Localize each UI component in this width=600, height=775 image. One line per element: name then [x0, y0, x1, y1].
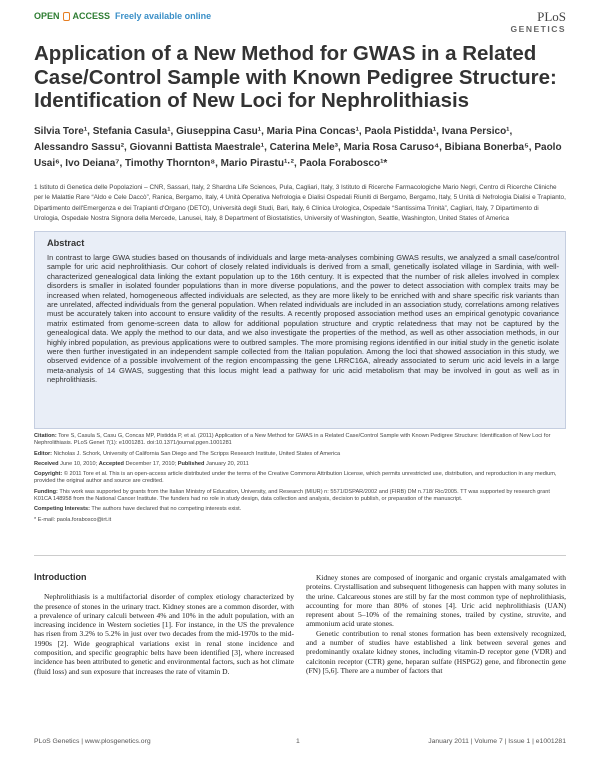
- published-label: Published: [177, 460, 205, 467]
- free-availability-text: Freely available online: [115, 11, 212, 21]
- journal-logo[interactable]: [511, 8, 566, 34]
- intro-paragraph-2: Kidney stones are composed of inorganic and organic crystals amalgamated with proteins. Crystallisation and subsequent lithogenesis can happen with many solutes in the urine. Calcareous stones are still by far the most common type of nephrolithiasis, accounting for more than 80% of stones [4]. Uric acid nephrolithiasis (UAN) represent about 5–10% of the remaining stones, trailed by cystine, struvite, and ammonium acid urate stones.: [306, 573, 566, 629]
- copyright-block: [34, 471, 566, 486]
- abstract-box: [34, 231, 566, 429]
- right-column: [306, 573, 566, 675]
- citation-text: Tore S, Casula S, Casu G, Concas MP, Pistidda P, et al. (2011) Application of a New Method for GWAS in a Related Case/Control Sample with Known Pedigree Structure: Identification of New Loci for Nephrolithiasis. PLoS Genet 7(1): e1001281. doi:10.1371/journal.pgen.1001281: [34, 433, 551, 447]
- top-bar: [34, 8, 566, 34]
- intro-paragraph-1: Nephrolithiasis is a multifactorial disorder of complex etiology characterized by the presence of stones in the urinary tract. Kidney stones are a common disorder, with a prevalence of urinary calculi between 4% and 10% in the adult population, with an increasing incidence in Western societies [1]. For instance, in the US the prevalence has risen from 3.2% to 5.2% in just over two decades from the mid-1970s to the mid-1990s [2]. Wide geographical variations exist in renal stone incidence and composition, and specific geographic belts have been identified [3], where increased incidence has been attributed to genetic and environmental factors, such as hot climate (fluid loss) and sun exposure that increases the rate of vitamin D.: [34, 592, 294, 676]
- accepted-date: December 17, 2010;: [125, 460, 177, 467]
- citation-block: [34, 433, 566, 448]
- published-date: January 20, 2011: [206, 460, 249, 467]
- competing-label: Competing Interests:: [34, 506, 90, 513]
- footer-issue: January 2011 | Volume 7 | Issue 1 | e1001281: [428, 738, 566, 745]
- abstract-text: In contrast to large GWA studies based on thousands of individuals and large meta-analyses combining GWAS results, we analyzed a small case/control sample for uric acid nephrolithiasis. Our cohort of closely related individuals is derived from a small, genetically isolated village in Sardinia, with well-characterized genealogical data linking the extant population up to the 16th century. It is expected that the number of risk alleles involved in complex disorders is smaller in isolated founder populations than in more diverse populations, and the power to detect association with complex traits may be increased when related, homogeneous affected individuals are selected, as they are more likely to be enriched with and share specific risk variants than are unrelated, affected individuals from the general population. When related individuals are included in an association study, correlations among relatives must be accurately taken into account to ensure validity of the results. A recently proposed association method uses an empirical genotypic covariance matrix estimated from genome-screen data to allow for additional population structure and cryptic relatedness that may not be captured by the genealogical data. We apply the method to our data, and we also investigate the properties of the method, as well as other association methods, in our highly inbred population, as previous applications were to outbred samples. The more promising regions identified in our initial study in the genetic isolate were then further investigated in an independent sample collected from the Italian population. Among the loci that showed association in this study, we observed evidence of a possible involvement of the region encompassing the gene LRRC16A, already associated to serum uric acid levels in a large meta-analysis of 14 GWAS, suggesting that this locus might lead a pathway for uric acid metabolism that may be involved in gout as well as in nephrolithiasis.: [47, 253, 559, 385]
- footer-journal[interactable]: PLoS Genetics | www.plosgenetics.org: [34, 738, 151, 745]
- journal-logo-plos: PLoS: [537, 9, 566, 24]
- funding-label: Funding:: [34, 488, 58, 495]
- competing-text: The authors have declared that no competing interests exist.: [91, 506, 242, 513]
- received-label: Received: [34, 460, 59, 467]
- journal-logo-genetics: GENETICS: [510, 24, 566, 34]
- open-access-badge[interactable]: [34, 11, 211, 21]
- dates-block: [34, 461, 566, 468]
- abstract-heading: Abstract: [47, 238, 85, 248]
- accepted-label: Accepted: [98, 460, 124, 467]
- copyright-label: Copyright:: [34, 471, 63, 478]
- editor-text: Nicholas J. Schork, University of California San Diego and The Scripps Research Institute, United States of America: [53, 450, 341, 457]
- citation-label: Citation:: [34, 433, 57, 439]
- paper-title: Application of a New Method for GWAS in a Related Case/Control Sample with Known Pedigree Structure: Identification of New Loci for Nephrolithiasis: [34, 42, 557, 112]
- footer-page-number: 1: [296, 738, 300, 745]
- funding-text: This work was supported by grants from the Italian Ministry of Education, University, and Research (MIUR) n: 5571/DSPAR/2002 and (FIRB) DM n.718/ Ric/2005. TT was supported by research grant K01CA 148958 from the National Cancer Institute. The funders had no role in study design, data collection and analysis, decision to publish, or preparation of the manuscript.: [34, 488, 550, 503]
- affiliations: 1 Istituto di Genetica delle Popolazioni – CNR, Sassari, Italy, 2 Shardna Life Sciences, Pula, Cagliari, Italy, 3 Istituto di Ricerche Farmacologiche Mario Negri, Centro di Ricerche Cliniche per le Malattie Rare “Aldo e Cele Daccò”, Ranica, Bergamo, Italy, 4 Unità Operativa Nefrologia e Dialisi Ospedali Riuniti di Bergamo, Bergamo, Italy, 5 Unità di Nefrologia Dialisi e Trapianto, Dipartimento dell'Emergenza e dei Trapianti d'Organo (DETO), Università degli Studi, Bari, Italy, 6 Clinica Urologica, Ospedale “Santissima Trinità”, Cagliari, Italy, 7 Dipartimento di Urologia, Ospedale Nostra Signora della Mercede, Lanusei, Italy, 8 Department of Biostatistics, University of Washington, Seattle, Washington, United States of America: [34, 184, 566, 222]
- received-date: June 10, 2010;: [60, 460, 98, 467]
- email-line[interactable]: * E-mail: paola.forabosco@irt.it: [34, 516, 112, 523]
- section-divider: [34, 555, 566, 556]
- article-metadata: [34, 433, 566, 527]
- editor-label: Editor:: [34, 450, 53, 457]
- funding-block: [34, 489, 566, 504]
- left-column: [34, 573, 294, 676]
- editor-block: [34, 451, 566, 458]
- competing-block: [34, 506, 566, 513]
- author-list: Silvia Tore¹, Stefania Casula¹, Giuseppina Casu¹, Maria Pina Concas¹, Paola Pistidda¹, Ivana Persico¹, Alessandro Sassu², Giovanni Battista Maestrale¹, Caterina Mele³, Maria Rosa Caruso⁴, Bibiana Bonerba⁵, Paolo Usai⁶, Ivo Deiana⁷, Timothy Thornton⁸, Mario Pirastu¹·², Paola Forabosco¹*: [34, 126, 562, 169]
- intro-paragraph-3: Genetic contribution to renal stones formation has been extensively recognized, and a number of studies have established a link between several genes and predominantly oxalate kidney stones, including vitamin-D receptor gene (VDR) and calcitonin receptor (CTR) gene, heparan sulfate (HSPG2) gene, and fibronectin gene (FN) [5,6]. There are a number of factors that: [306, 628, 566, 675]
- introduction-heading: Introduction: [34, 572, 87, 582]
- open-access-lock-icon: [63, 12, 70, 21]
- open-access-text: OPEN: [34, 11, 60, 21]
- access-text: ACCESS: [72, 11, 111, 21]
- copyright-text: © 2011 Tore et al. This is an open-access article distributed under the terms of the Creative Commons Attribution License, which permits unrestricted use, distribution, and reproduction in any medium, provided the original author and source are credited.: [34, 471, 557, 485]
